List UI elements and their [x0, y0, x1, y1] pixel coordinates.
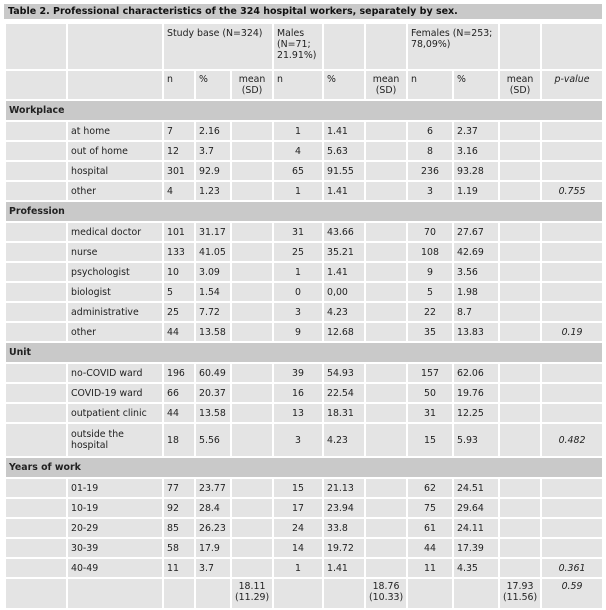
female-mean-value: 17.93 (11.56) — [499, 578, 541, 609]
pvalue-value — [541, 141, 603, 161]
row-label: nurse — [67, 242, 163, 262]
study-n-value — [163, 578, 195, 609]
female-pct-value: 4.35 — [453, 558, 499, 578]
table-row — [5, 302, 603, 322]
row-label: COVID-19 ward — [67, 383, 163, 403]
row-label: no-COVID ward — [67, 363, 163, 383]
male-n-value: 16 — [273, 383, 323, 403]
female-mean-value — [499, 121, 541, 141]
row-label: 10-19 — [67, 498, 163, 518]
row-label: outpatient clinic — [67, 403, 163, 423]
pvalue-value — [541, 538, 603, 558]
section-header-row — [5, 342, 603, 363]
table-row — [5, 538, 603, 558]
female-mean-value — [499, 161, 541, 181]
male-n-value: 3 — [273, 423, 323, 457]
row-indent-cell — [5, 282, 67, 302]
female-pct-value: 24.51 — [453, 478, 499, 498]
row-indent-cell — [5, 222, 67, 242]
female-n-value: 62 — [407, 478, 453, 498]
pvalue-value — [541, 282, 603, 302]
study-mean-value — [231, 282, 273, 302]
row-indent-cell — [5, 262, 67, 282]
male-n-value: 1 — [273, 121, 323, 141]
table-row — [5, 518, 603, 538]
male-mean-value — [365, 518, 407, 538]
female-n-value: 15 — [407, 423, 453, 457]
male-n-value: 1 — [273, 181, 323, 201]
female-pct-value: 1.19 — [453, 181, 499, 201]
pvalue-value — [541, 121, 603, 141]
male-mean-value — [365, 161, 407, 181]
table-row — [5, 181, 603, 201]
female-mean-value — [499, 322, 541, 342]
pvalue-value: 0.755 — [541, 181, 603, 201]
female-pct-value: 17.39 — [453, 538, 499, 558]
female-n-value: 44 — [407, 538, 453, 558]
male-n-value: 17 — [273, 498, 323, 518]
study-mean-value — [231, 383, 273, 403]
study-pct-value: 41.05 — [195, 242, 231, 262]
study-n-value: 44 — [163, 403, 195, 423]
row-indent-cell — [5, 558, 67, 578]
study-n-value: 196 — [163, 363, 195, 383]
study-mean-value — [231, 141, 273, 161]
female-n-value: 9 — [407, 262, 453, 282]
row-label: other — [67, 181, 163, 201]
table-row — [5, 161, 603, 181]
female-mean-value — [499, 498, 541, 518]
female-mean-value — [499, 141, 541, 161]
male-pct-value — [323, 578, 365, 609]
row-indent-cell — [5, 181, 67, 201]
female-n-value: 31 — [407, 403, 453, 423]
male-mean-value — [365, 222, 407, 242]
male-pct-value: 23.94 — [323, 498, 365, 518]
female-mean-value — [499, 518, 541, 538]
study-pct-value: 3.7 — [195, 558, 231, 578]
female-mean-value — [499, 538, 541, 558]
study-mean-value — [231, 242, 273, 262]
female-n-value — [407, 578, 453, 609]
male-pct-value: 1.41 — [323, 181, 365, 201]
study-pct-value: 26.23 — [195, 518, 231, 538]
study-pct-value: 13.58 — [195, 403, 231, 423]
row-indent-cell — [5, 141, 67, 161]
female-n-value: 236 — [407, 161, 453, 181]
male-mean-value: 18.76 (10.33) — [365, 578, 407, 609]
header-empty — [67, 70, 163, 100]
female-mean-value — [499, 478, 541, 498]
female-mean-value — [499, 423, 541, 457]
male-pct-value: 19.72 — [323, 538, 365, 558]
female-mean-value — [499, 282, 541, 302]
female-n-value: 8 — [407, 141, 453, 161]
male-pct-value: 54.93 — [323, 363, 365, 383]
female-pct-value: 24.11 — [453, 518, 499, 538]
study-mean-value — [231, 262, 273, 282]
row-label: 20-29 — [67, 518, 163, 538]
section-title: Unit — [5, 342, 603, 363]
male-mean-value — [365, 383, 407, 403]
male-mean-value — [365, 121, 407, 141]
row-indent-cell — [5, 302, 67, 322]
study-mean-value — [231, 538, 273, 558]
female-mean-value — [499, 363, 541, 383]
header-empty — [5, 23, 67, 70]
pvalue-value: 0.361 — [541, 558, 603, 578]
female-n-value: 35 — [407, 322, 453, 342]
female-pct-value: 1.98 — [453, 282, 499, 302]
male-n-value: 9 — [273, 322, 323, 342]
pvalue-value — [541, 478, 603, 498]
study-pct-value: 20.37 — [195, 383, 231, 403]
male-n-value — [273, 578, 323, 609]
study-n-value: 12 — [163, 141, 195, 161]
study-mean-value — [231, 403, 273, 423]
study-mean-value — [231, 181, 273, 201]
male-mean-value — [365, 141, 407, 161]
study-pct-value — [195, 578, 231, 609]
study-mean-value — [231, 121, 273, 141]
data-table — [4, 22, 604, 610]
male-pct-value: 0,00 — [323, 282, 365, 302]
male-pct-value: 1.41 — [323, 121, 365, 141]
row-indent-cell — [5, 498, 67, 518]
study-pct-value: 3.7 — [195, 141, 231, 161]
section-title: Years of work — [5, 457, 603, 478]
row-indent-cell — [5, 322, 67, 342]
table-row — [5, 322, 603, 342]
pvalue-value — [541, 222, 603, 242]
study-pct-value: 23.77 — [195, 478, 231, 498]
row-label: hospital — [67, 161, 163, 181]
header-empty — [323, 23, 365, 70]
male-n-value: 31 — [273, 222, 323, 242]
study-pct-value: 17.9 — [195, 538, 231, 558]
female-n-value: 61 — [407, 518, 453, 538]
male-n-value: 24 — [273, 518, 323, 538]
study-n-value: 66 — [163, 383, 195, 403]
row-label: psychologist — [67, 262, 163, 282]
table-row — [5, 262, 603, 282]
row-indent-cell — [5, 478, 67, 498]
male-pct-value: 35.21 — [323, 242, 365, 262]
section-header-row — [5, 457, 603, 478]
mean-summary-row — [5, 578, 603, 609]
study-n-value: 18 — [163, 423, 195, 457]
study-pct-value: 2.16 — [195, 121, 231, 141]
male-mean-value — [365, 302, 407, 322]
study-mean-value — [231, 518, 273, 538]
row-label: other — [67, 322, 163, 342]
study-pct-value: 28.4 — [195, 498, 231, 518]
col-pct: % — [453, 70, 499, 100]
row-label: 40-49 — [67, 558, 163, 578]
pvalue-value — [541, 302, 603, 322]
female-mean-value — [499, 383, 541, 403]
male-mean-value — [365, 363, 407, 383]
study-mean-value — [231, 498, 273, 518]
female-mean-value — [499, 222, 541, 242]
section-header-row — [5, 201, 603, 222]
row-label: out of home — [67, 141, 163, 161]
pvalue-value: 0.59 — [541, 578, 603, 609]
female-pct-value: 2.37 — [453, 121, 499, 141]
study-pct-value: 1.23 — [195, 181, 231, 201]
study-n-value: 101 — [163, 222, 195, 242]
study-mean-value — [231, 363, 273, 383]
study-pct-value: 5.56 — [195, 423, 231, 457]
table-row — [5, 282, 603, 302]
row-label: outside the hospital — [67, 423, 163, 457]
row-label: 30-39 — [67, 538, 163, 558]
table-row — [5, 222, 603, 242]
male-mean-value — [365, 181, 407, 201]
header-males: Males (N=71; 21.91%) — [273, 23, 323, 70]
study-mean-value — [231, 222, 273, 242]
study-n-value: 4 — [163, 181, 195, 201]
study-n-value: 58 — [163, 538, 195, 558]
header-empty — [499, 23, 541, 70]
table-row — [5, 121, 603, 141]
study-n-value: 301 — [163, 161, 195, 181]
female-n-value: 70 — [407, 222, 453, 242]
female-pct-value: 12.25 — [453, 403, 499, 423]
header-study-base: Study base (N=324) — [163, 23, 273, 70]
study-n-value: 77 — [163, 478, 195, 498]
female-pct-value: 13.83 — [453, 322, 499, 342]
row-indent-cell — [5, 538, 67, 558]
study-mean-value — [231, 322, 273, 342]
pvalue-value: 0.19 — [541, 322, 603, 342]
female-pct-value: 93.28 — [453, 161, 499, 181]
female-pct-value — [453, 578, 499, 609]
male-pct-value: 18.31 — [323, 403, 365, 423]
pvalue-value — [541, 403, 603, 423]
female-n-value: 75 — [407, 498, 453, 518]
male-mean-value — [365, 242, 407, 262]
study-pct-value: 31.17 — [195, 222, 231, 242]
study-n-value: 44 — [163, 322, 195, 342]
row-indent-cell — [5, 578, 67, 609]
header-empty — [365, 23, 407, 70]
row-label — [67, 578, 163, 609]
study-n-value: 85 — [163, 518, 195, 538]
header-females: Females (N=253; 78,09%) — [407, 23, 499, 70]
col-mean: mean (SD) — [231, 70, 273, 100]
female-n-value: 108 — [407, 242, 453, 262]
male-n-value: 0 — [273, 282, 323, 302]
study-pct-value: 92.9 — [195, 161, 231, 181]
row-label: at home — [67, 121, 163, 141]
table-row — [5, 363, 603, 383]
male-pct-value: 22.54 — [323, 383, 365, 403]
row-indent-cell — [5, 403, 67, 423]
table-title: Table 2. Professional characteristics of the 324 hospital workers, separately by sex. — [4, 4, 602, 19]
row-label: administrative — [67, 302, 163, 322]
male-n-value: 65 — [273, 161, 323, 181]
female-pct-value: 19.76 — [453, 383, 499, 403]
female-n-value: 50 — [407, 383, 453, 403]
table-row — [5, 242, 603, 262]
female-n-value: 3 — [407, 181, 453, 201]
female-pct-value: 29.64 — [453, 498, 499, 518]
col-pct: % — [323, 70, 365, 100]
male-pct-value: 1.41 — [323, 262, 365, 282]
study-mean-value: 18.11 (11.29) — [231, 578, 273, 609]
col-pct: % — [195, 70, 231, 100]
pvalue-value: 0.482 — [541, 423, 603, 457]
male-pct-value: 5.63 — [323, 141, 365, 161]
female-n-value: 157 — [407, 363, 453, 383]
study-mean-value — [231, 161, 273, 181]
study-pct-value: 60.49 — [195, 363, 231, 383]
study-pct-value: 1.54 — [195, 282, 231, 302]
female-n-value: 5 — [407, 282, 453, 302]
study-n-value: 10 — [163, 262, 195, 282]
female-pct-value: 5.93 — [453, 423, 499, 457]
male-n-value: 1 — [273, 262, 323, 282]
male-mean-value — [365, 322, 407, 342]
study-n-value: 7 — [163, 121, 195, 141]
male-n-value: 25 — [273, 242, 323, 262]
pvalue-value — [541, 383, 603, 403]
study-n-value: 25 — [163, 302, 195, 322]
female-mean-value — [499, 181, 541, 201]
row-indent-cell — [5, 518, 67, 538]
pvalue-value — [541, 161, 603, 181]
col-mean: mean (SD) — [499, 70, 541, 100]
male-pct-value: 91.55 — [323, 161, 365, 181]
row-indent-cell — [5, 383, 67, 403]
female-pct-value: 42.69 — [453, 242, 499, 262]
header-row-columns — [5, 70, 603, 100]
female-pct-value: 8.7 — [453, 302, 499, 322]
female-mean-value — [499, 403, 541, 423]
male-pct-value: 43.66 — [323, 222, 365, 242]
male-pct-value: 21.13 — [323, 478, 365, 498]
table-row — [5, 141, 603, 161]
table-row — [5, 383, 603, 403]
col-n: n — [273, 70, 323, 100]
col-n: n — [163, 70, 195, 100]
study-n-value: 5 — [163, 282, 195, 302]
male-n-value: 14 — [273, 538, 323, 558]
male-mean-value — [365, 538, 407, 558]
col-mean: mean (SD) — [365, 70, 407, 100]
table-row — [5, 498, 603, 518]
row-indent-cell — [5, 121, 67, 141]
header-empty — [5, 70, 67, 100]
study-n-value: 11 — [163, 558, 195, 578]
female-n-value: 6 — [407, 121, 453, 141]
female-mean-value — [499, 558, 541, 578]
section-header-row — [5, 100, 603, 121]
section-title: Workplace — [5, 100, 603, 121]
male-n-value: 39 — [273, 363, 323, 383]
male-n-value: 15 — [273, 478, 323, 498]
study-mean-value — [231, 423, 273, 457]
pvalue-value — [541, 363, 603, 383]
male-pct-value: 1.41 — [323, 558, 365, 578]
female-pct-value: 27.67 — [453, 222, 499, 242]
male-mean-value — [365, 403, 407, 423]
row-indent-cell — [5, 161, 67, 181]
row-label: medical doctor — [67, 222, 163, 242]
male-mean-value — [365, 498, 407, 518]
male-n-value: 1 — [273, 558, 323, 578]
section-title: Profession — [5, 201, 603, 222]
male-pct-value: 33.8 — [323, 518, 365, 538]
table-row — [5, 423, 603, 457]
study-mean-value — [231, 302, 273, 322]
col-pvalue: p-value — [541, 70, 603, 100]
pvalue-value — [541, 518, 603, 538]
row-indent-cell — [5, 423, 67, 457]
row-label: biologist — [67, 282, 163, 302]
male-pct-value: 4.23 — [323, 302, 365, 322]
header-row-groups — [5, 23, 603, 70]
study-n-value: 133 — [163, 242, 195, 262]
table-row — [5, 558, 603, 578]
header-empty — [67, 23, 163, 70]
study-pct-value: 13.58 — [195, 322, 231, 342]
row-indent-cell — [5, 363, 67, 383]
col-n: n — [407, 70, 453, 100]
female-mean-value — [499, 242, 541, 262]
male-mean-value — [365, 558, 407, 578]
study-mean-value — [231, 558, 273, 578]
study-pct-value: 7.72 — [195, 302, 231, 322]
male-n-value: 13 — [273, 403, 323, 423]
female-pct-value: 3.56 — [453, 262, 499, 282]
study-n-value: 92 — [163, 498, 195, 518]
row-label: 01-19 — [67, 478, 163, 498]
female-pct-value: 62.06 — [453, 363, 499, 383]
pvalue-value — [541, 262, 603, 282]
row-indent-cell — [5, 242, 67, 262]
male-mean-value — [365, 478, 407, 498]
table-row — [5, 403, 603, 423]
male-mean-value — [365, 262, 407, 282]
female-pct-value: 3.16 — [453, 141, 499, 161]
female-n-value: 22 — [407, 302, 453, 322]
female-mean-value — [499, 302, 541, 322]
study-pct-value: 3.09 — [195, 262, 231, 282]
table-row — [5, 478, 603, 498]
male-mean-value — [365, 282, 407, 302]
pvalue-value — [541, 498, 603, 518]
male-pct-value: 4.23 — [323, 423, 365, 457]
male-n-value: 3 — [273, 302, 323, 322]
pvalue-value — [541, 242, 603, 262]
male-n-value: 4 — [273, 141, 323, 161]
header-empty — [541, 23, 603, 70]
female-n-value: 11 — [407, 558, 453, 578]
male-mean-value — [365, 423, 407, 457]
male-pct-value: 12.68 — [323, 322, 365, 342]
female-mean-value — [499, 262, 541, 282]
study-mean-value — [231, 478, 273, 498]
